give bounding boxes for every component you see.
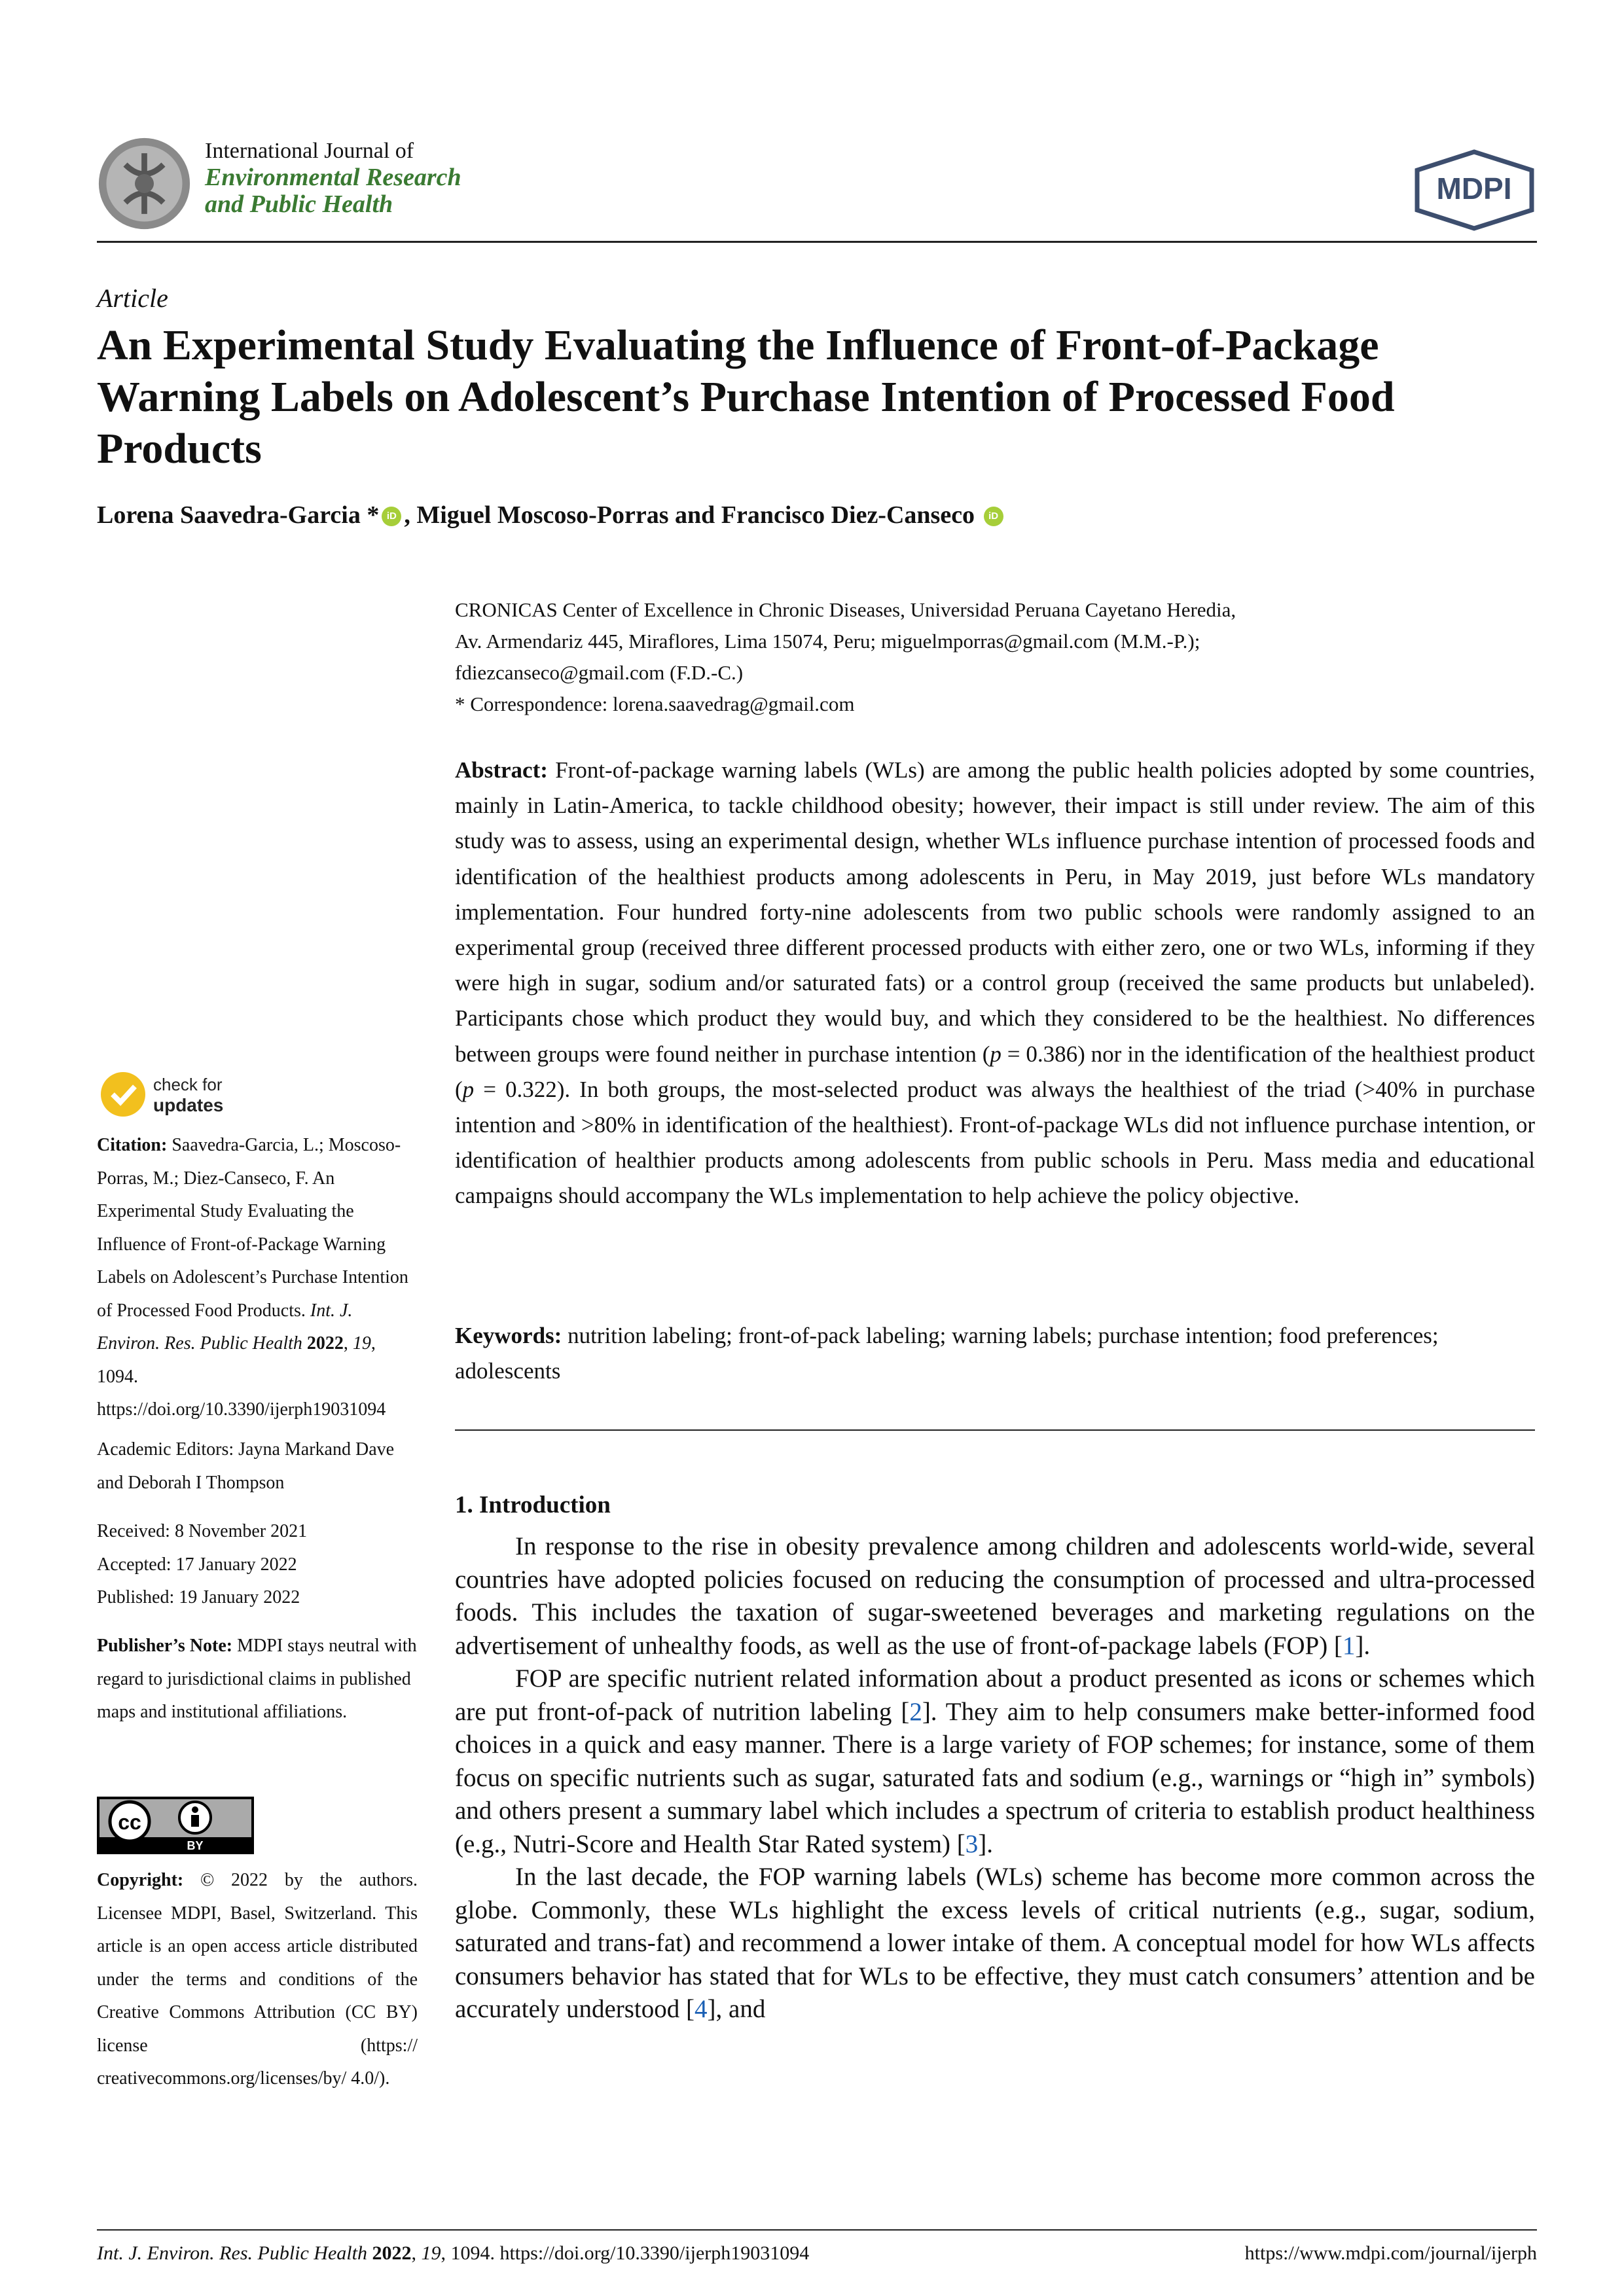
svg-text:cc: cc xyxy=(118,1810,141,1834)
journal-logo-icon xyxy=(97,136,192,231)
header-divider xyxy=(97,241,1537,243)
citation-year: 2022 xyxy=(306,1333,344,1354)
publisher-note xyxy=(97,1630,418,1729)
license-badge-text: BY xyxy=(187,1839,204,1852)
reference-link[interactable]: 4 xyxy=(695,1995,708,2023)
affiliation-block xyxy=(455,594,1535,720)
footer-citation: Int. J. Environ. Res. Public Health 2022, 19, 1094. https://doi.org/10.3390/ijerph19031094 xyxy=(97,2242,810,2264)
citation-label: Citation: xyxy=(97,1135,168,1155)
author-list xyxy=(97,501,1006,529)
paragraph xyxy=(455,1662,1535,1861)
affiliation-line: CRONICAS Center of Excellence in Chronic Diseases, Universidad Peruana Cayetano Heredia, xyxy=(455,598,1236,621)
paragraph xyxy=(455,1861,1535,2026)
journal-name-line3: and Public Health xyxy=(205,190,393,218)
paragraph xyxy=(455,1530,1535,1662)
article-title: An Experimental Study Evaluating the Influence of Front-of-Package Warning Labels on Adolescent’s Purchase Intention of Processed Food Products xyxy=(97,321,1395,473)
cc-by-license-icon[interactable] xyxy=(97,1797,254,1854)
p-symbol: p xyxy=(990,1041,1001,1067)
published-date: Published: 19 January 2022 xyxy=(97,1587,300,1607)
footer-doi[interactable]: , 1094. https://doi.org/10.3390/ijerph19031094 xyxy=(441,2242,810,2264)
abstract xyxy=(455,753,1535,1214)
check-for-updates-line2: updates xyxy=(153,1095,224,1115)
section-heading-introduction: 1. Introduction xyxy=(455,1492,611,1518)
check-for-updates-button[interactable] xyxy=(97,1068,306,1121)
paragraph-text: In response to the rise in obesity prevalence among children and adolescents world-wide, several countries have adopted policies focused on reducing the consumption of processed and ultra-processed foods. This includes the taxation of sugar-sweetened beverages and marketing regulations on the advertisement of unhealthy foods, as well as the use of front-of-package labels (FOP) [ xyxy=(455,1532,1535,1660)
copyright-text: © 2022 by the authors. Licensee MDPI, Basel, Switzerland. This article is an open access article distributed under the terms and conditions of the Creative Commons Attribution (CC BY) license (https:// creativecommons.org/licenses/by/ 4.0/). xyxy=(97,1870,418,2089)
paragraph-text: ]. xyxy=(1355,1631,1371,1660)
reference-link[interactable]: 1 xyxy=(1342,1631,1356,1660)
citation-volume: 19 xyxy=(352,1333,371,1354)
publisher-note-label: Publisher’s Note: xyxy=(97,1636,233,1656)
citation-block: Citation: Saavedra-Garcia, L.; Moscoso-Porras, M.; Diez-Canseco, F. An Experimental Study Evaluating the Influence of Front-of-Package Warning Labels on Adolescent’s Purchase Intention of Processed Food Products. Int. J. Environ. Res. Public Health 2022, 19, 1094. https://doi.org/10.3390/ijerph19031094 xyxy=(97,1135,408,1420)
footer-url[interactable]: https://www.mdpi.com/journal/ijerph xyxy=(1244,2242,1537,2264)
footer-volume: 19 xyxy=(421,2242,441,2264)
keywords-text: nutrition labeling; front-of-pack labeling; warning labels; purchase intention; food preferences; adolescents xyxy=(455,1323,1439,1384)
received-date: Received: 8 November 2021 xyxy=(97,1521,308,1541)
abstract-text: Front-of-package warning labels (WLs) are among the public health policies adopted by some countries, mainly in Latin-America, to tackle childhood obesity; however, their impact is still under review. The aim of this study was to assess, using an experimental design, whether WLs influence purchase intention of processed foods and identification of the healthiest products among adolescents in Peru, in May 2019, just before WLs mandatory implementation. Four hundred forty-nine adolescents from two public schools were randomly assigned to an experimental group (received three different processed products with either zero, one or two WLs, informing if they were high in sugar, sodium and/or saturated fats) or a control group (received the same products but unlabeled). Participants chose which product they would buy, and which they considered to be the healthiest. No differences between groups were found neither in purchase intention ( xyxy=(455,757,1535,1067)
paragraph-text: In the last decade, the FOP warning labels (WLs) scheme has become more common across the globe. Commonly, these WLs highlight the excess levels of critical nutrients (e.g., sugar, sodium, saturated and trans-fat) and recommend a lower intake of them. A conceptual model for how WLs affects consumers behavior has stated that for WLs to be effective, they must catch consumers’ attention and be accurately understood [ xyxy=(455,1863,1535,2023)
footer-year: 2022 xyxy=(372,2242,412,2264)
affiliation-line: fdiezcanseco@gmail.com (F.D.-C.) xyxy=(455,661,744,684)
abstract-text: = 0.322). In both groups, the most-selected product was always the healthiest of the triad (>40% in purchase intention and >80% in identification of the healthiest). Front-of-package WLs did not influence purchase intention, or identification of healthier products among adolescents from public schools in Peru. Mass media and educational campaigns should accompany the WLs implementation to help achieve the policy objective. xyxy=(455,1076,1535,1209)
paragraph-text: ]. They aim to help consumers make better-informed food choices in a quick and easy manner. There is a large variety of FOP schemes; for instance, some of them focus on specific nutrients such as sugar, saturated fats and sodium (e.g., warnings or “high in” symbols) and others present a summary label which includes a spectrum of criteria to establish product healthiness (e.g., Nutri-Score and Health Star Rated system) [ xyxy=(455,1697,1536,1858)
author-rest: , Miguel Moscoso-Porras and Francisco Diez-Canseco xyxy=(404,501,975,529)
journal-name-line2: Environmental Research xyxy=(205,164,461,191)
article-type: Article xyxy=(97,283,168,313)
keywords-label: Keywords: xyxy=(455,1323,562,1348)
section-divider xyxy=(455,1429,1535,1431)
keywords xyxy=(455,1318,1535,1389)
paragraph-text: ]. xyxy=(978,1829,994,1858)
reference-link[interactable]: 3 xyxy=(965,1829,979,1858)
footer-divider xyxy=(97,2229,1537,2231)
abstract-label: Abstract: xyxy=(455,757,548,783)
dates-block xyxy=(97,1515,418,1615)
reference-link[interactable]: 2 xyxy=(909,1697,922,1726)
journal-name-line1: International Journal of xyxy=(205,139,414,163)
introduction-body xyxy=(455,1530,1535,2026)
abstract-text: = 0.386) nor in the identification of the healthiest product ( xyxy=(455,1041,1535,1102)
accepted-date: Accepted: 17 January 2022 xyxy=(97,1554,297,1575)
copyright-block xyxy=(97,1864,418,2096)
orcid-icon[interactable]: iD xyxy=(382,507,401,526)
academic-editors: Academic Editors: Jayna Markand Dave and Deborah I Thompson xyxy=(97,1439,395,1493)
mdpi-logo-icon[interactable] xyxy=(1411,149,1538,231)
footer-journal: Int. J. Environ. Res. Public Health xyxy=(97,2242,367,2264)
paragraph-text: FOP are specific nutrient related information about a product presented as icons or schemes which are put front-of-pack of nutrition labeling [ xyxy=(455,1664,1535,1726)
correspondence-line: * Correspondence: lorena.saavedrag@gmail.com xyxy=(455,692,855,715)
mdpi-logo-text: MDPI xyxy=(1436,171,1512,206)
citation-journal: Int. J. Environ. Res. Public Health xyxy=(97,1300,353,1354)
journal-name xyxy=(205,137,461,218)
copyright-label: Copyright: xyxy=(97,1870,184,1890)
orcid-icon[interactable]: iD xyxy=(984,507,1003,526)
author-1[interactable]: Lorena Saavedra-Garcia * xyxy=(97,501,380,529)
affiliation-line: Av. Armendariz 445, Miraflores, Lima 15074, Peru; miguelmporras@gmail.com (M.M.-P.); xyxy=(455,630,1200,653)
p-symbol: p xyxy=(462,1076,475,1102)
citation-doi[interactable]: , 1094. https://doi.org/10.3390/ijerph19031094 xyxy=(97,1333,386,1420)
publisher-note-text: MDPI stays neutral with regard to jurisdictional claims in published maps and institutional affiliations. xyxy=(97,1636,417,1722)
paragraph-text: ], and xyxy=(707,1995,766,2023)
citation-text: Saavedra-Garcia, L.; Moscoso-Porras, M.; Diez-Canseco, F. An Experimental Study Evaluating the Influence of Front-of-Package Warning Labels on Adolescent’s Purchase Intention of Processed Food Products. xyxy=(97,1135,408,1321)
check-for-updates-line1: check for xyxy=(153,1075,223,1094)
